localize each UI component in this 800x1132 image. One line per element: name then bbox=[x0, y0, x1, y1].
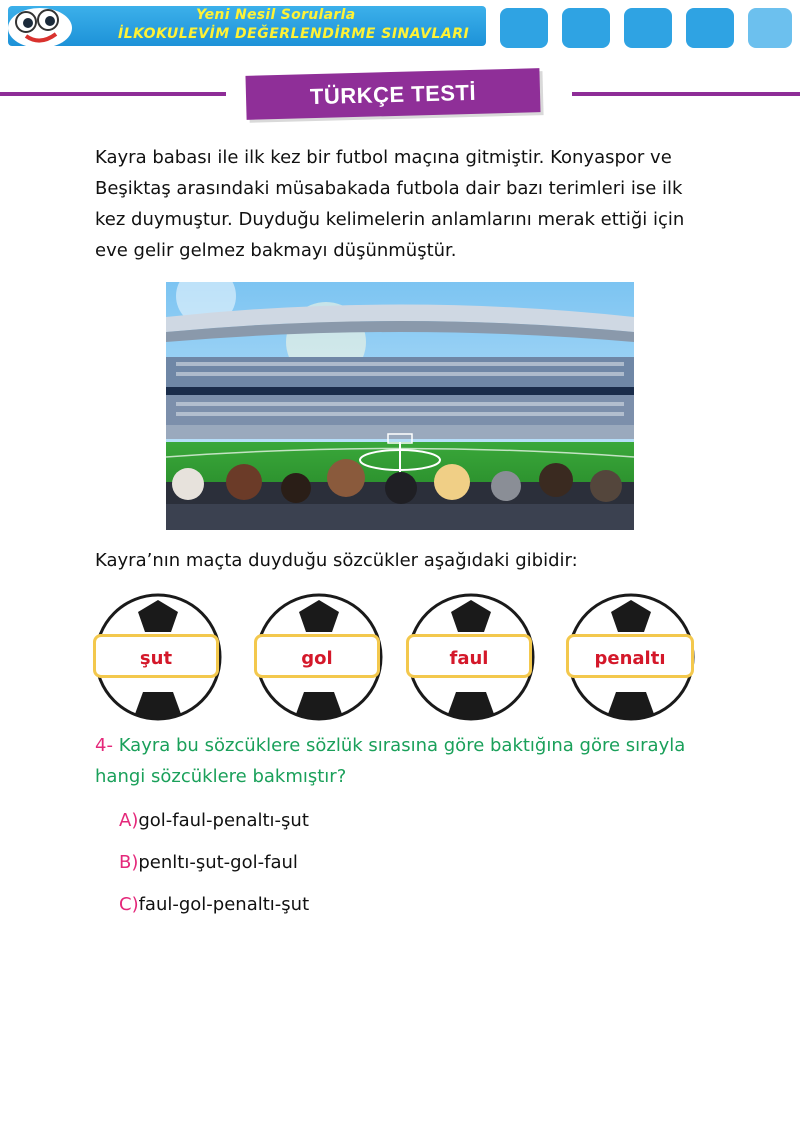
option-letter: A) bbox=[119, 810, 139, 831]
banner-tab bbox=[686, 8, 734, 48]
mascot-icon bbox=[6, 4, 78, 50]
title-divider-left bbox=[0, 92, 226, 96]
option-b[interactable] bbox=[119, 852, 298, 873]
banner-tab bbox=[624, 8, 672, 48]
option-a[interactable] bbox=[119, 810, 309, 831]
word-label-sut: şut bbox=[93, 634, 219, 678]
option-text: penltı-şut-gol-faul bbox=[138, 852, 298, 873]
banner-title-line1: Yeni Nesil Sorularla bbox=[196, 7, 356, 23]
word-label-faul: faul bbox=[406, 634, 532, 678]
option-letter: B) bbox=[119, 852, 139, 873]
stadium-illustration bbox=[166, 282, 634, 530]
question-number: 4- bbox=[95, 735, 113, 756]
page-title: TÜRKÇE TESTİ bbox=[309, 79, 477, 110]
option-text: faul-gol-penaltı-şut bbox=[138, 894, 310, 915]
banner-tab bbox=[500, 8, 548, 48]
passage-text: Kayra babası ile ilk kez bir futbol maçına gitmiştir. Konyaspor ve Beşiktaş arasındaki müsabakada futbola dair bazı terimleri ise ilk kez duymuştur. Duyduğu kelimelerin anlamlarını merak ettiği için eve gelir gelmez bakmayı düşünmüştür. bbox=[95, 147, 685, 261]
option-c[interactable] bbox=[119, 894, 309, 915]
words-intro: Kayra’nın maçta duyduğu sözcükler aşağıdaki gibidir: bbox=[95, 550, 578, 571]
banner-tab bbox=[748, 8, 792, 48]
question-body: Kayra bu sözcüklere sözlük sırasına göre baktığına göre sırayla hangi sözcüklere bakmıştır? bbox=[95, 735, 686, 787]
header-banner bbox=[0, 0, 800, 52]
word-label-gol: gol bbox=[254, 634, 380, 678]
title-divider-right bbox=[572, 92, 800, 96]
question-text bbox=[95, 730, 735, 792]
banner-title-line2: İLKOKULEVİM DEĞERLENDİRME SINAVLARI bbox=[118, 26, 470, 42]
option-text: gol-faul-penaltı-şut bbox=[138, 810, 309, 831]
option-letter: C) bbox=[119, 894, 139, 915]
word-label-penalti: penaltı bbox=[566, 634, 694, 678]
banner-tab bbox=[562, 8, 610, 48]
